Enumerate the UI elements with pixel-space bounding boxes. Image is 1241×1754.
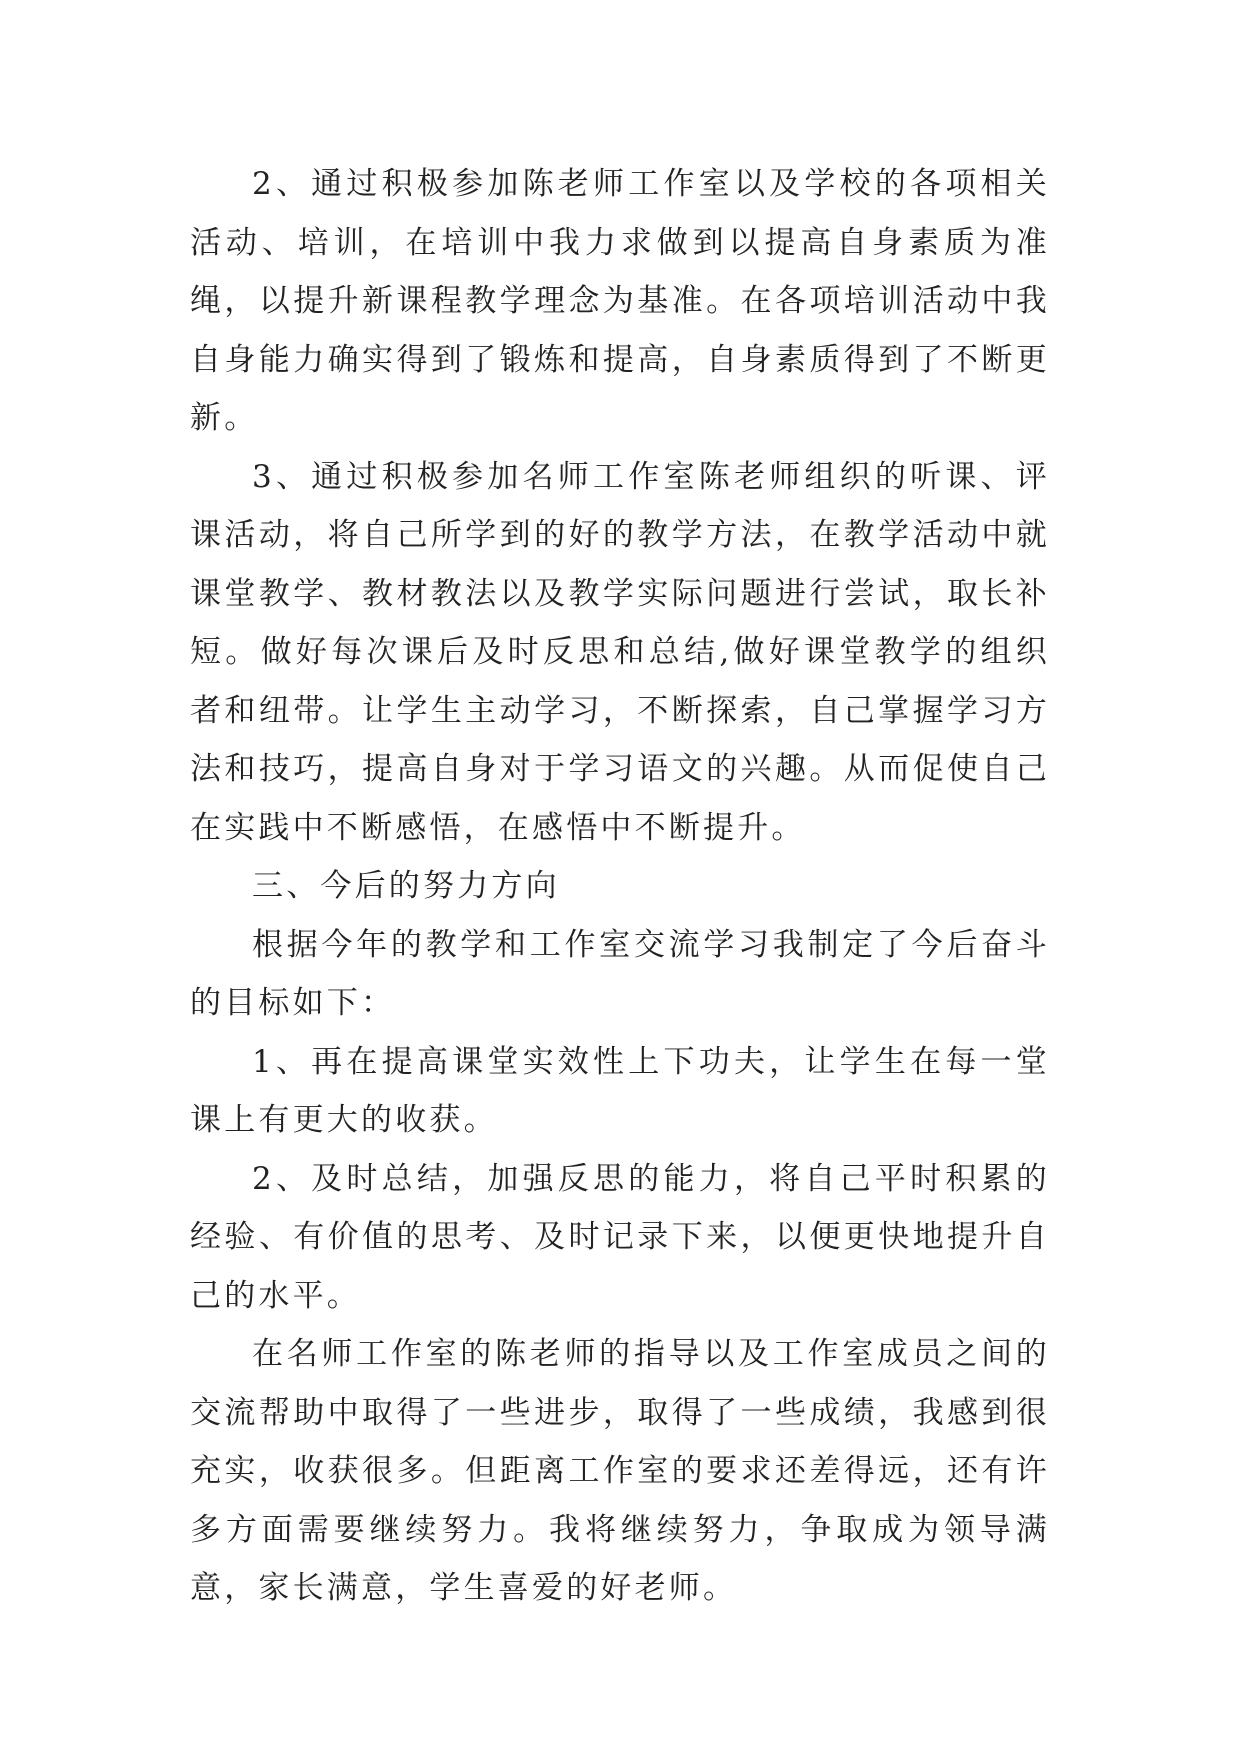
- paragraph-goal-2: 2、及时总结，加强反思的能力，将自己平时积累的经验、有价值的思考、及时记录下来，以便更快地提升自己的水平。: [190, 1160, 1050, 1314]
- section-heading-future-direction: 三、今后的努力方向: [252, 868, 560, 904]
- document-body: [190, 155, 1050, 1618]
- paragraph-training-activities: 2、通过积极参加陈老师工作室以及学校的各项相关活动、培训，在培训中我力求做到以提高自身素质为准绳，以提升新课程教学理念为基准。在各项培训活动中我自身能力确实得到了锻炼和提高，自身素质得到了不断更新。: [190, 166, 1050, 436]
- paragraph-conclusion: 在名师工作室的陈老师的指导以及工作室成员之间的交流帮助中取得了一些进步，取得了一些成绩，我感到很充实，收获很多。但距离工作室的要求还差得远，还有许多方面需要继续努力。我将继续努力，争取成为领导满意，家长满意，学生喜爱的好老师。: [190, 1336, 1050, 1606]
- paragraph-goal-1: 1、再在提高课堂实效性上下功夫，让学生在每一堂课上有更大的收获。: [190, 1043, 1050, 1138]
- paragraph-lesson-observation: 3、通过积极参加名师工作室陈老师组织的听课、评课活动，将自己所学到的好的教学方法，在教学活动中就课堂教学、教材教法以及教学实际问题进行尝试，取长补短。做好每次课后及时反思和总结,做好课堂教学的组织者和纽带。让学生主动学习，不断探索，自己掌握学习方法和技巧，提高自身对于学习语文的兴趣。从而促使自己在实践中不断感悟，在感悟中不断提升。: [190, 458, 1050, 846]
- paragraph-goals-intro: 根据今年的教学和工作室交流学习我制定了今后奋斗的目标如下：: [190, 926, 1050, 1021]
